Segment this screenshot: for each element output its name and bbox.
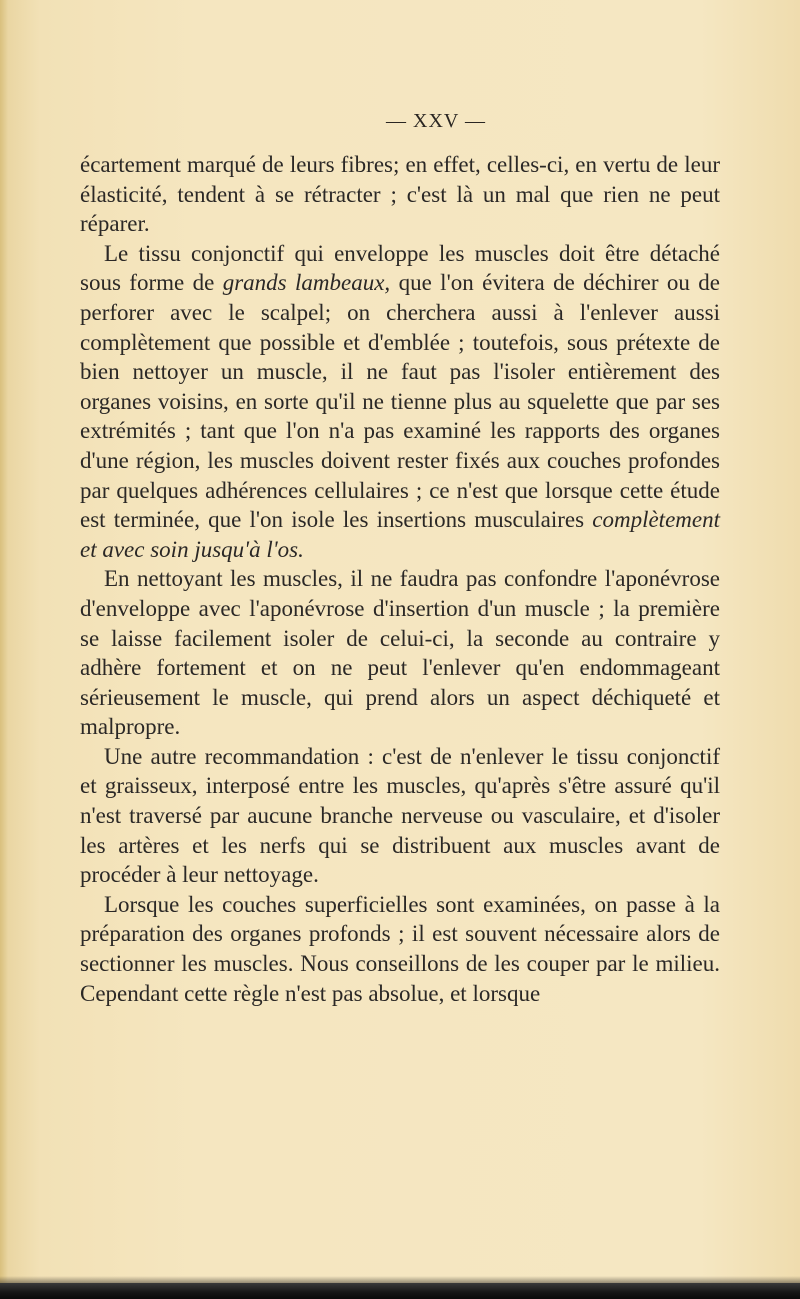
paragraph [80, 239, 720, 565]
paragraph [80, 890, 720, 1008]
paragraph [80, 564, 720, 742]
text-segment: Lorsque les couches superficielles sont examinées, on passe à la préparation des organes profonds ; il est souvent nécessaire alors de sectionner les muscles. Nous conseillons de les couper par le milieu. Cependant cette règle n'est pas absolue, et lorsque [80, 891, 720, 1006]
text-segment: écartement marqué de leurs fibres; en effet, celles-ci, en vertu de leur élasticité, tendent à se rétracter ; c'est là un mal que rien ne peut réparer. [80, 152, 720, 237]
italic-text-segment: grands lambeaux, [222, 270, 391, 296]
text-segment: que l'on évitera de déchirer ou de perforer avec le scalpel; on cherchera aussi à l'enlever aussi complètement que possible et d'emblée ; toutefois, sous prétexte de bien nettoyer un muscle, il ne faut pas l'isoler entièrement des organes voisins, en sorte qu'il ne tienne plus au squelette que par ses extrémités ; tant que l'on n'a pas examiné les rapports des organes d'une région, les muscles doivent rester fixés aux couches profondes par quelques adhérences cellulaires ; ce n'est que lorsque cette étude est terminée, que l'on isole les insertions musculaires [80, 270, 721, 533]
paragraph [80, 150, 720, 239]
italic-text-segment: complètement et avec soin jusqu'à l'os. [80, 507, 720, 562]
text-segment: Le tissu conjonctif qui enveloppe les muscles doit être détaché sous forme de [80, 240, 720, 296]
body-text [80, 150, 720, 1008]
scan-bottom-border [0, 1283, 800, 1299]
running-head: — XXV — [386, 110, 486, 132]
page-gutter-shadow [0, 0, 8, 1299]
paragraph [80, 742, 720, 890]
text-segment: En nettoyant les muscles, il ne faudra pas confondre l'aponévrose d'enveloppe avec l'aponévrose d'insertion d'un muscle ; la première se laisse facilement isoler de celui-ci, la seconde au contraire y adhère fortement et on ne peut l'enlever qu'en endommageant sérieusement le muscle, qui prend alors un aspect déchiqueté et malpropre. [80, 566, 720, 740]
text-segment: Une autre recommandation : c'est de n'enlever le tissu conjonctif et graisseux, interposé entre les muscles, qu'après s'être assuré qu'il n'est traversé par aucune branche nerveuse ou vasculaire, et d'isoler les artères et les nerfs qui se distribuent aux muscles avant de procéder à leur nettoyage. [80, 743, 720, 888]
